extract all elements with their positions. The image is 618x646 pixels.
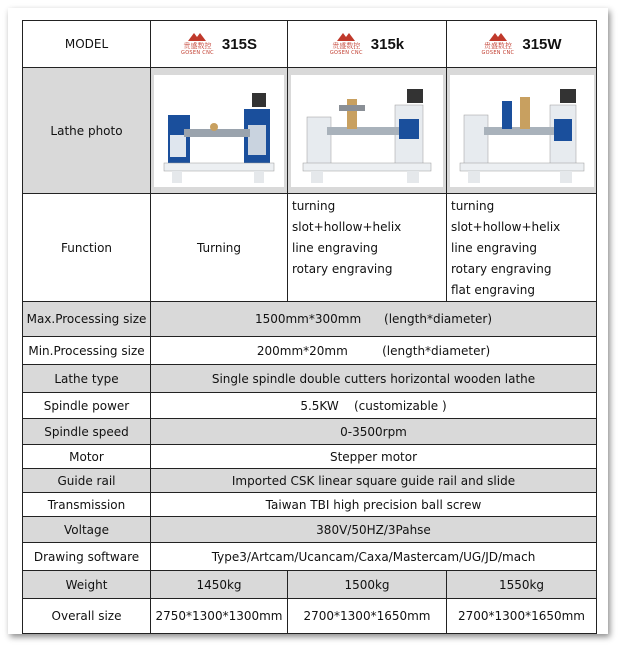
lathe-315s-photo [154, 75, 284, 187]
spec-value: Stepper motor [151, 445, 597, 469]
photo-315k-cell [288, 68, 447, 194]
function-row [23, 194, 597, 302]
lathe-315w-photo [450, 75, 594, 187]
spec-label: Motor [23, 445, 151, 469]
spec-label: Drawing software [23, 543, 151, 571]
function-label: Function [23, 194, 151, 302]
gosen-logo: 贵盛数控 GOSEN CNC [330, 31, 363, 57]
weight-label: Weight [23, 571, 151, 599]
spec-value: 380V/50HZ/3Pahse [151, 517, 597, 543]
spec-row [23, 543, 597, 571]
spec-row [23, 393, 597, 419]
gosen-logo: 贵盛数控 GOSEN CNC [181, 31, 214, 57]
weight-315w: 1550kg [447, 571, 597, 599]
spec-label: Guide rail [23, 469, 151, 493]
spec-row [23, 493, 597, 517]
model-name: 315W [522, 35, 562, 53]
spec-row [23, 302, 597, 337]
photo-315w-cell [447, 68, 597, 194]
function-315s: Turning [151, 194, 288, 302]
weight-315k: 1500kg [288, 571, 447, 599]
spec-label: Spindle speed [23, 419, 151, 445]
spec-label: Transmission [23, 493, 151, 517]
function-315w: turning slot+hollow+helix line engraving rotary engraving flat engraving [447, 194, 597, 302]
size-row [23, 599, 597, 634]
size-315k: 2700*1300*1650mm [288, 599, 447, 634]
model-315w-cell [447, 21, 597, 68]
spec-value: 5.5KW (customizable ) [151, 393, 597, 419]
spec-row [23, 337, 597, 365]
spec-label: Spindle power [23, 393, 151, 419]
spec-row [23, 517, 597, 543]
size-315s: 2750*1300*1300mm [151, 599, 288, 634]
spec-row [23, 419, 597, 445]
spec-label: Voltage [23, 517, 151, 543]
spec-label: Min.Processing size [23, 337, 151, 365]
spec-value: 1500mm*300mm (length*diameter) [151, 302, 597, 337]
function-315k: turning slot+hollow+helix line engraving rotary engraving [288, 194, 447, 302]
spec-value: Type3/Artcam/Ucancam/Caxa/Mastercam/UG/JD/mach [151, 543, 597, 571]
spec-row [23, 469, 597, 493]
spec-value: Taiwan TBI high precision ball screw [151, 493, 597, 517]
spec-table [22, 20, 597, 634]
spec-value: Imported CSK linear square guide rail and slide [151, 469, 597, 493]
weight-315s: 1450kg [151, 571, 288, 599]
photo-315s-cell [151, 68, 288, 194]
gosen-logo: 贵盛数控 GOSEN CNC [481, 31, 514, 57]
spec-value: 0-3500rpm [151, 419, 597, 445]
model-315s-cell [151, 21, 288, 68]
lathe-315k-photo [291, 75, 443, 187]
photo-label: Lathe photo [23, 68, 151, 194]
model-row [23, 21, 597, 68]
photo-row [23, 68, 597, 194]
size-315w: 2700*1300*1650mm [447, 599, 597, 634]
spec-value: 200mm*20mm (length*diameter) [151, 337, 597, 365]
spec-row [23, 445, 597, 469]
model-name: 315S [221, 35, 257, 53]
size-label: Overall size [23, 599, 151, 634]
spec-label: Lathe type [23, 365, 151, 393]
weight-row [23, 571, 597, 599]
spec-value: Single spindle double cutters horizontal wooden lathe [151, 365, 597, 393]
model-315k-cell [288, 21, 447, 68]
model-label: MODEL [23, 21, 151, 68]
document-frame [8, 8, 608, 634]
spec-label: Max.Processing size [23, 302, 151, 337]
model-name: 315k [370, 35, 405, 53]
spec-row [23, 365, 597, 393]
